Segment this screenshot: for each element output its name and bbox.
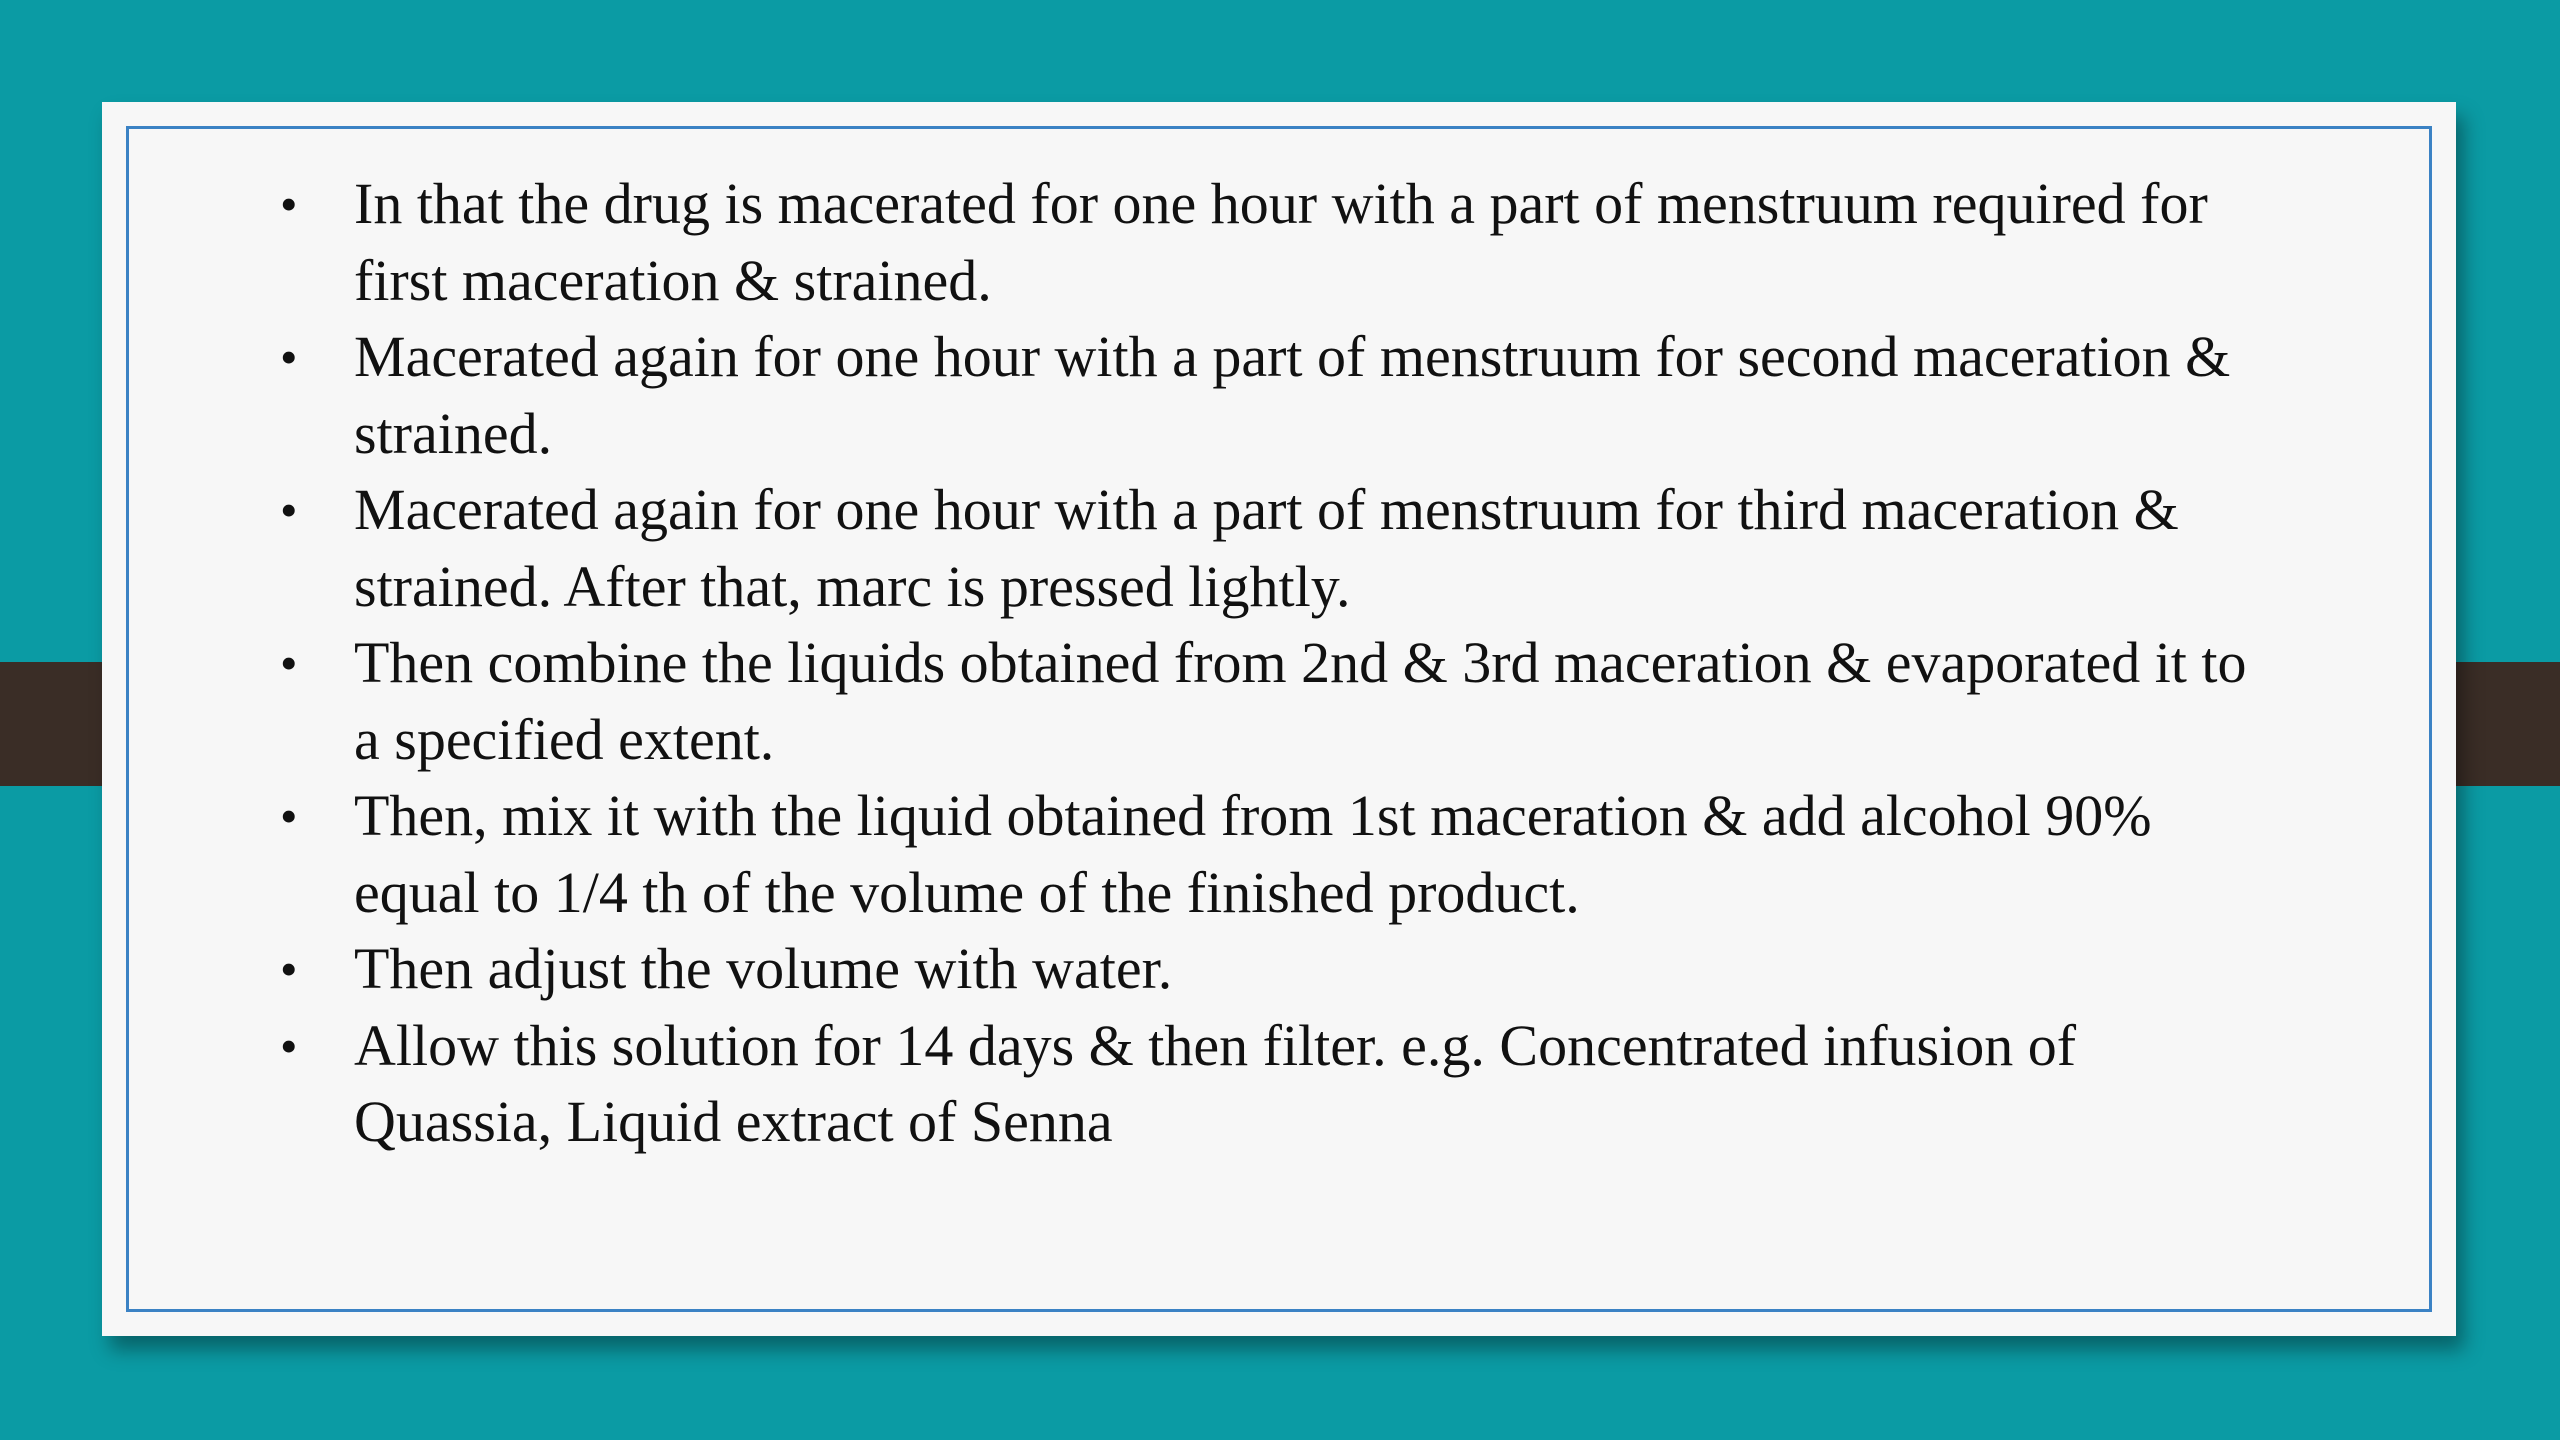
bullet-dot-icon: • [280,1017,298,1074]
bullet-line: Allow this solution for 14 days & then filter. e.g. Concentrated infusion of [354,1012,2077,1078]
bullet-item [252,778,2462,931]
bullet-item [252,472,2462,625]
bullet-line: Macerated again for one hour with a part of menstruum for second maceration & [354,324,2231,389]
bullet-item [252,319,2462,472]
bullet-list [252,166,2462,1161]
bullet-line: strained. [354,400,553,466]
bullet-item [252,625,2462,778]
bullet-item [252,1008,2462,1161]
bullet-dot-icon: • [280,635,298,691]
bullet-item [252,931,2462,1008]
bullet-line: In that the drug is macerated for one hour with a part of menstruum required for [354,171,2208,236]
bullet-dot-icon: • [280,482,298,538]
bullet-line: Then, mix it with the liquid obtained from 1st maceration & add alcohol 90% [354,783,2152,848]
bullet-line: first maceration & strained. [354,247,992,313]
content-card [102,102,2456,1336]
bullet-item [252,166,2462,319]
bullet-dot-icon: • [280,176,298,232]
bullet-line: a specified extent. [354,706,775,772]
bullet-dot-icon: • [280,329,298,385]
bullet-dot-icon: • [280,788,298,844]
bullet-line: Then adjust the volume with water. [354,936,1173,1001]
bullet-line: Quassia, Liquid extract of Senna [354,1089,1113,1154]
bullet-line: Macerated again for one hour with a part of menstruum for third maceration & [354,477,2179,542]
bullet-line: equal to 1/4 th of the volume of the finished product. [354,859,1580,925]
bullet-line: strained. After that, marc is pressed lightly. [354,553,1351,619]
bullet-line: Then combine the liquids obtained from 2nd & 3rd maceration & evaporated it to [354,630,2247,695]
bullet-dot-icon: • [280,941,298,997]
